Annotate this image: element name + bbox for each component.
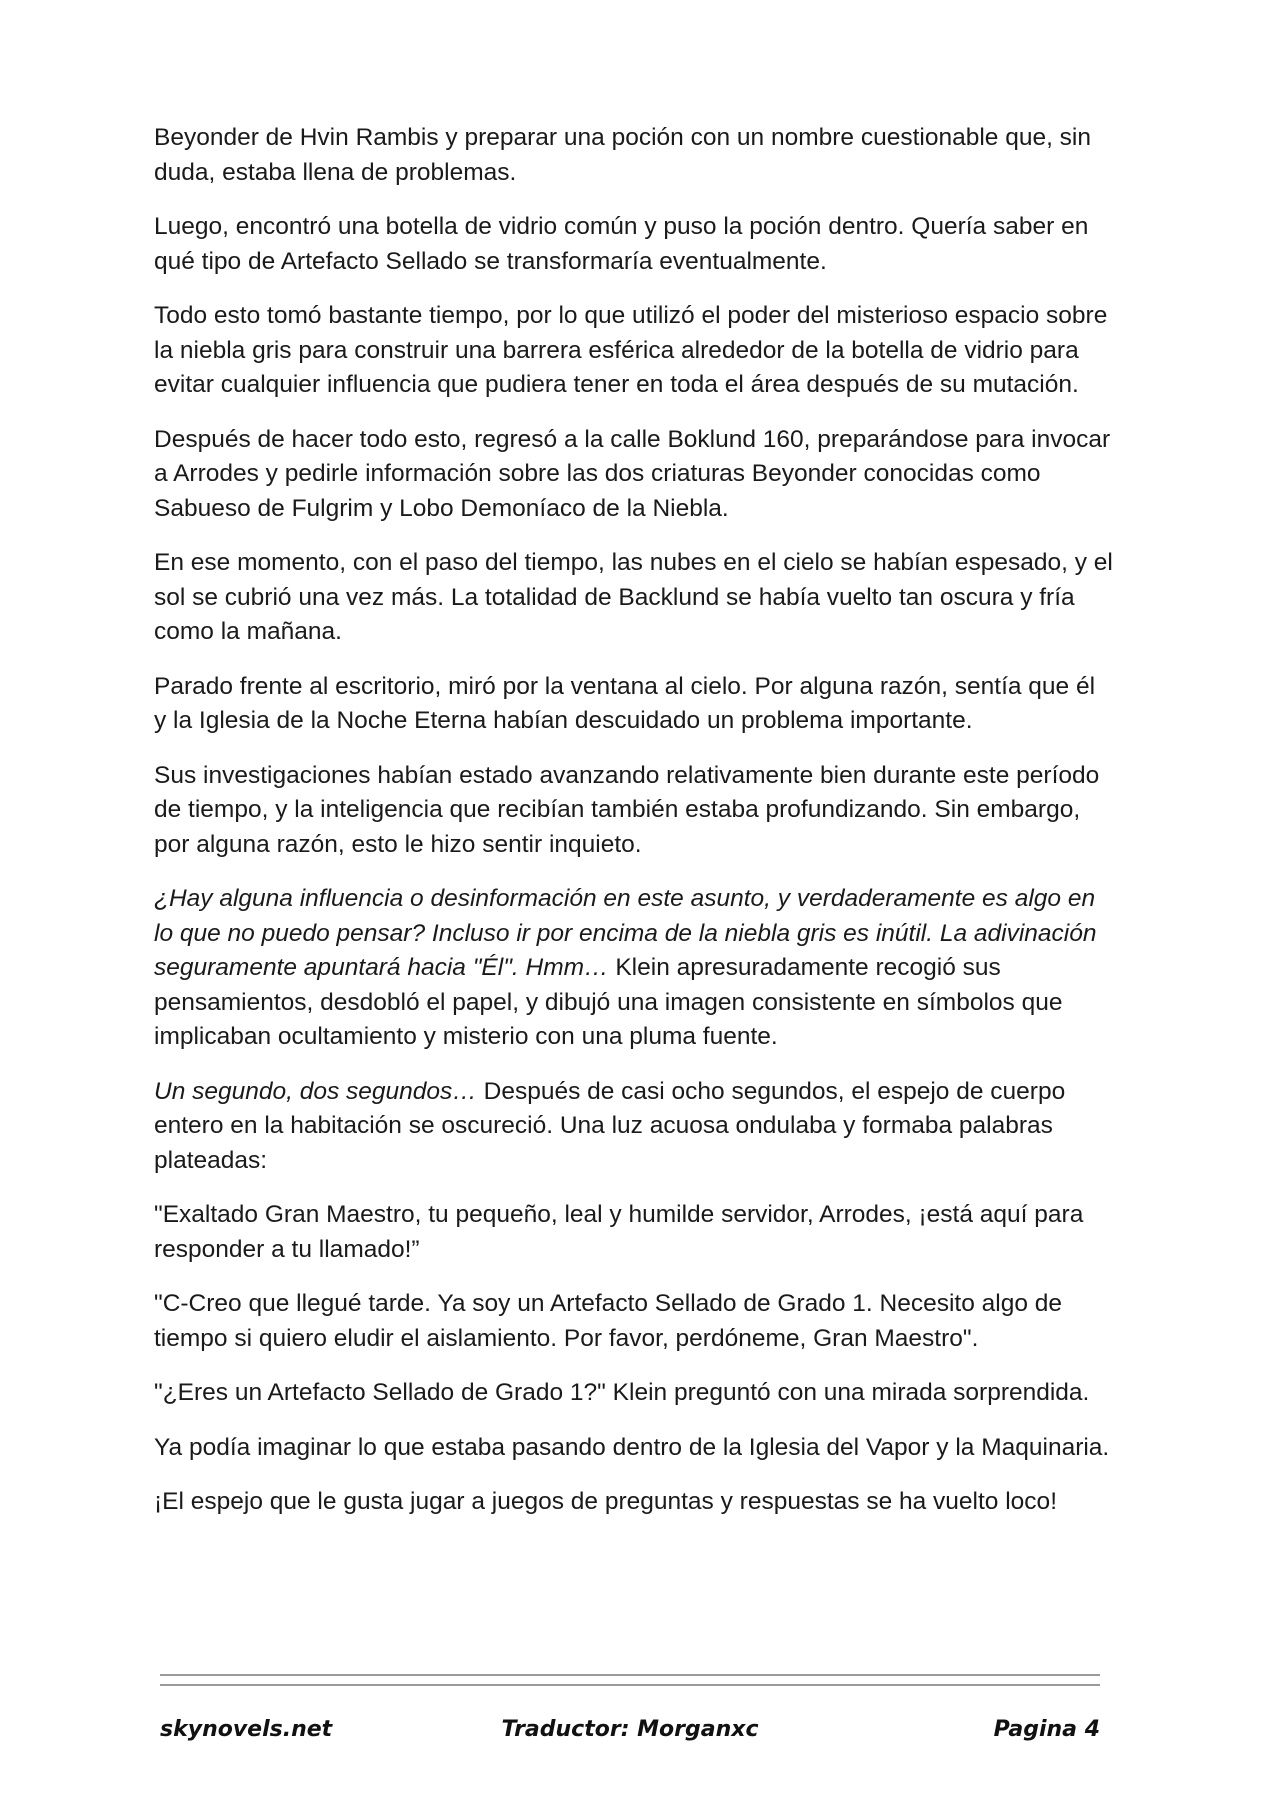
paragraph [154, 1485, 1114, 1520]
text-segment: Después de casi ocho segundos, el espejo de cuerpo entero en la habitación se oscureció. Una luz acuosa ondulaba y formaba palabras plateadas: [154, 1077, 1066, 1174]
text-segment: Parado frente al escritorio, miró por la ventana al cielo. Por alguna razón, sentía que él y la Iglesia de la Noche Eterna habían descuidado un problema importante. [154, 672, 1096, 734]
paragraph [154, 670, 1114, 739]
text-segment: Todo esto tomó bastante tiempo, por lo que utilizó el poder del misterioso espacio sobre la niebla gris para construir una barrera esférica alrededor de la botella de vidrio para evitar cualquier influencia que pudiera tener en toda el área después de su mutación. [154, 302, 1108, 398]
italic-text: Un segundo, dos segundos… [154, 1077, 477, 1105]
paragraph [154, 299, 1114, 403]
paragraph [154, 546, 1114, 650]
text-segment: Beyonder de Hvin Rambis y preparar una poción con un nombre cuestionable que, sin duda, estaba llena de problemas. [154, 124, 1092, 186]
footer-divider-bottom [160, 1684, 1100, 1686]
paragraph [154, 1376, 1114, 1411]
text-segment: Sus investigaciones habían estado avanzando relativamente bien durante este período de tiempo, y la inteligencia que recibían también estaba profundizando. Sin embargo, por alguna razón, esto le hizo sentir inquieto. [154, 761, 1100, 858]
paragraph [154, 1198, 1114, 1267]
text-segment: Ya podía imaginar lo que estaba pasando dentro de la Iglesia del Vapor y la Maquinaria. [154, 1433, 1110, 1461]
footer-translator: Traductor: Morganxc [501, 1717, 759, 1742]
text-segment: Klein apresuradamente recogió sus pensamientos, desdobló el papel, y dibujó una imagen consistente en símbolos que implicaban ocultamiento y misterio con una pluma fuente. [154, 954, 1063, 1050]
text-segment: Luego, encontró una botella de vidrio común y puso la poción dentro. Quería saber en qué tipo de Artefacto Sellado se transformaría eventualmente. [154, 213, 1089, 275]
text-segment: "C-Creo que llegué tarde. Ya soy un Artefacto Sellado de Grado 1. Necesito algo de tiempo si quiero eludir el aislamiento. Por favor, perdóneme, Gran Maestro". [154, 1290, 1063, 1352]
text-segment: En ese momento, con el paso del tiempo, las nubes en el cielo se habían espesado, y el sol se cubrió una vez más. La totalidad de Backlund se había vuelto tan oscura y fría como la mañana. [154, 549, 1113, 645]
paragraph [154, 423, 1114, 527]
text-segment: "¿Eres un Artefacto Sellado de Grado 1?" Klein preguntó con una mirada sorprendida. [154, 1379, 1090, 1406]
text-segment: ¡El espejo que le gusta jugar a juegos de preguntas y respuestas se ha vuelto loco! [154, 1488, 1057, 1515]
paragraph [154, 210, 1114, 279]
document-body [154, 121, 1114, 1540]
footer-site: skynovels.net [160, 1717, 333, 1742]
paragraph [154, 121, 1114, 190]
paragraph [154, 1287, 1114, 1356]
text-segment: "Exaltado Gran Maestro, tu pequeño, leal y humilde servidor, Arrodes, ¡está aquí para responder a tu llamado!” [154, 1201, 1084, 1263]
paragraph [154, 1075, 1114, 1179]
paragraph [154, 759, 1114, 863]
text-segment: Después de hacer todo esto, regresó a la calle Boklund 160, preparándose para invocar a Arrodes y pedirle información sobre las dos criaturas Beyonder conocidas como Sabueso de Fulgrim y Lobo Demoníaco de la Niebla. [154, 425, 1111, 522]
paragraph [154, 1431, 1114, 1466]
page-footer [160, 1714, 1100, 1746]
footer-page-number: Pagina 4 [993, 1717, 1100, 1742]
italic-text: ¿Hay alguna influencia o desinformación en este asunto, y verdaderamente es algo en lo que no puedo pensar? Incluso ir por encima de la niebla gris es inútil. La adivinación seguramente apuntará hacia "Él". Hmm… [154, 885, 1097, 981]
paragraph [154, 882, 1114, 1055]
footer-divider-top [160, 1674, 1100, 1676]
